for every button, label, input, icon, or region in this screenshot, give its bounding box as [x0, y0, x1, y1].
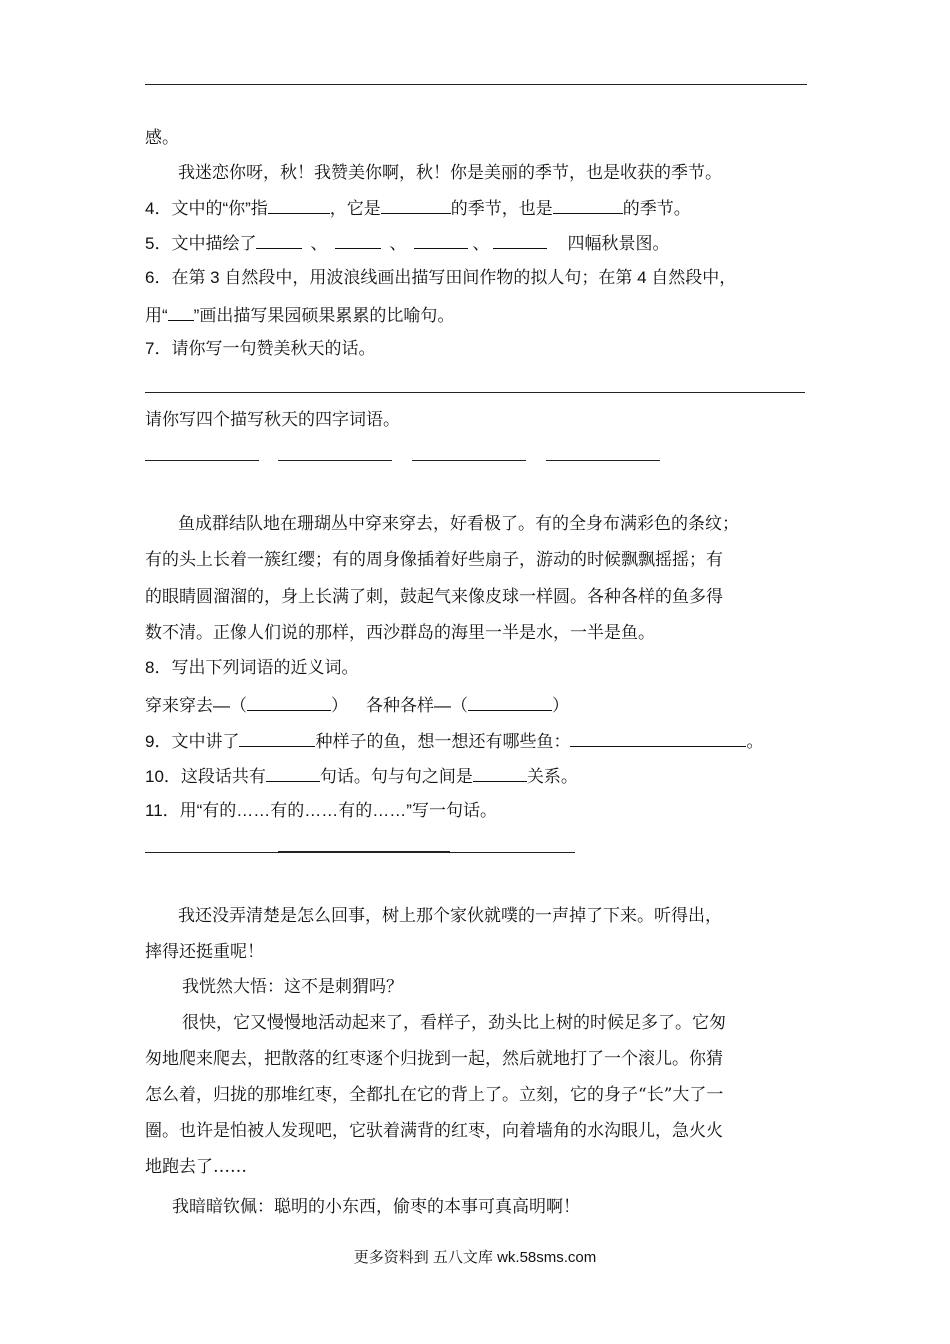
passage3-p1-line-1: 我还没弄清楚是怎么回事，树上那个家伙就噗的一声掉了下来。听得出，: [178, 906, 722, 926]
question-10: [145, 765, 578, 787]
q10-blank-2[interactable]: [473, 765, 527, 782]
question-6-line-2: [145, 304, 454, 326]
q5-blank-2[interactable]: [335, 232, 381, 249]
passage1-closing: 我迷恋你呀，秋！我赞美你啊，秋！你是美丽的季节，也是收获的季节。: [178, 163, 722, 183]
q6-blank[interactable]: [168, 304, 194, 321]
passage3-p3-line-1: 很快，它又慢慢地活动起来了，看样子，劲头比上树的时候足多了。它匆: [182, 1013, 726, 1033]
q9-text-c: 。: [746, 732, 764, 751]
passage2-line-4: 数不清。正像人们说的那样，西沙群岛的海里一半是水，一半是鱼。: [145, 623, 655, 643]
passage3-p3-line-2: 匆地爬来爬去，把散落的红枣逐个归拢到一起，然后就地打了一个滚儿。你猜: [145, 1049, 723, 1069]
q8-item-c: 各种各样—（: [366, 696, 468, 715]
q4-text-b: ，它是: [329, 199, 381, 218]
passage3-p3-line-3: 怎么着，归拢的那堆红枣，全都扎在它的背上了。立刻，它的身子“长”大了一: [145, 1085, 724, 1105]
q4-blank-1[interactable]: [268, 197, 330, 214]
passage3-p1-line-2: 摔得还挺重呢！: [145, 942, 264, 962]
q4-text-c: 的季节，也是: [450, 199, 553, 218]
four-char-blank-1[interactable]: [145, 460, 259, 461]
footer-watermark: 更多资料到 五八文库 wk.58sms.com: [353, 1249, 597, 1266]
passage3-p2: 我恍然大悟：这不是刺猬吗？: [182, 977, 403, 997]
q4-text-a: 4．文中的“你”指: [145, 199, 268, 218]
q5-text-a: 5．文中描绘了: [145, 234, 257, 253]
question-7: 7．请你写一句赞美秋天的话。: [145, 339, 376, 358]
q5-text-d: 四幅秋景图。: [567, 234, 670, 253]
q6-text-b: ”画出描写果园硕果累累的比喻句。: [193, 306, 455, 325]
q10-text-a: 10．这段话共有: [145, 767, 266, 786]
q8-blank-2[interactable]: [468, 694, 552, 711]
question-8: 8．写出下列词语的近义词。: [145, 658, 359, 677]
q9-text-a: 9．文中讲了: [145, 732, 240, 751]
q4-text-d: 的季节。: [622, 199, 691, 218]
q10-text-c: 关系。: [526, 767, 578, 786]
question-4: [145, 197, 691, 219]
four-char-blank-4[interactable]: [546, 460, 660, 461]
q11-answer-line[interactable]: [145, 852, 575, 853]
q8-close-c: ）: [552, 696, 569, 715]
passage2-line-1: 鱼成群结队地在珊瑚丛中穿来穿去，好看极了。有的全身布满彩色的条纹；: [178, 514, 739, 534]
q9-text-b: 种样子的鱼，想一想还有哪些鱼：: [315, 732, 571, 751]
q5-blank-1[interactable]: [256, 232, 302, 249]
q4-blank-3[interactable]: [553, 197, 623, 214]
passage3-p3-line-5: 地跑去了……: [145, 1157, 247, 1177]
q5-sep-3: 、: [472, 234, 490, 253]
question-8-items: [145, 694, 569, 716]
passage1-tail: 感。: [145, 128, 179, 148]
q5-blank-4[interactable]: [493, 232, 547, 249]
four-char-blank-2[interactable]: [278, 460, 392, 461]
passage2-line-3: 的眼睛圆溜溜的，身上长满了刺，鼓起气来像皮球一样圆。各种各样的鱼多得: [145, 587, 723, 607]
q5-blank-3[interactable]: [414, 232, 468, 249]
passage3-p4: 我暗暗钦佩：聪明的小东西，偷枣的本事可真高明啊！: [172, 1197, 580, 1217]
q6-text-a: 用“: [145, 306, 168, 325]
top-divider: [145, 84, 807, 85]
q5-sep-2: 、: [389, 234, 407, 253]
q10-text-b: 句话。句与句之间是: [319, 767, 473, 786]
question-11: 11．用“有的……有的……有的……”写一句话。: [145, 801, 497, 820]
passage2-line-2: 有的头上长着一簇红缨；有的周身像插着好些扇子，游动的时候飘飘摇摇；有: [145, 550, 723, 570]
q8-close-a: ）: [331, 696, 348, 715]
q7-answer-line[interactable]: [145, 392, 805, 393]
question-9: [145, 730, 763, 752]
four-char-blank-3[interactable]: [412, 460, 526, 461]
passage3-p3-line-4: 圈。也许是怕被人发现吧，它驮着满背的红枣，向着墙角的水沟眼儿，急火火: [145, 1121, 723, 1141]
q4-blank-2[interactable]: [381, 197, 451, 214]
question-6-line-1: 6．在第 3 自然段中，用波浪线画出描写田间作物的拟人句；在第 4 自然段中，: [145, 268, 737, 287]
four-char-prompt: 请你写四个描写秋天的四字词语。: [145, 410, 400, 429]
q9-blank-1[interactable]: [239, 730, 315, 747]
q11-answer-line-mid: [278, 851, 450, 852]
q8-blank-1[interactable]: [247, 694, 331, 711]
q5-sep-1: 、: [310, 234, 328, 253]
q9-blank-2[interactable]: [570, 730, 746, 747]
question-5: [145, 232, 669, 254]
q10-blank-1[interactable]: [266, 765, 320, 782]
q8-item-a: 穿来穿去—（: [145, 696, 247, 715]
